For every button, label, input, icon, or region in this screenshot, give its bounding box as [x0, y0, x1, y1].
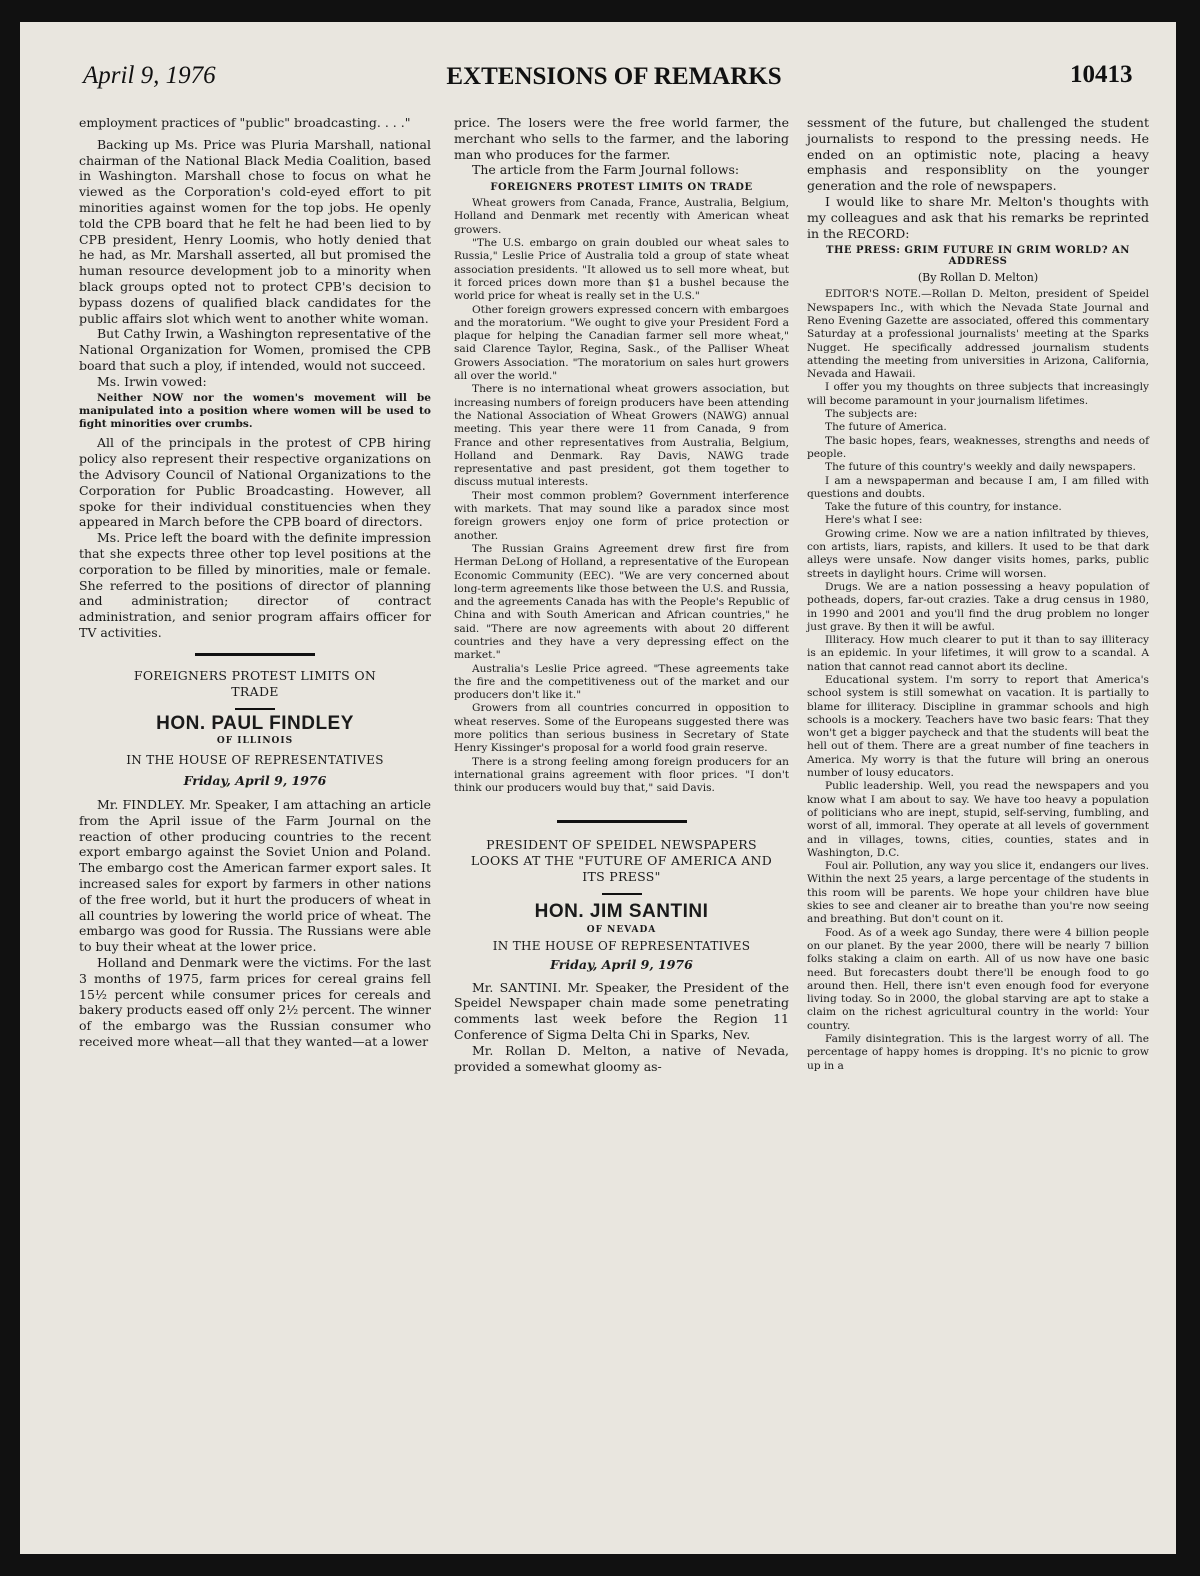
speaker-state: OF ILLINOIS	[216, 735, 294, 746]
paragraph: Their most common problem? Government interference with markets. That may sound like a paradox since most foreign growers enjoy one form of price protection or another.	[454, 489, 789, 542]
paragraph: The article from the Farm Journal follows:	[472, 162, 740, 178]
paragraph: Holland and Denmark were the victims. For the last 3 months of 1975, farm prices for cereal grains fell 15½ percent while consumer prices for cereals and bakery products eased off only 2½ percent. The winner of the embargo was the Russian consumer who received more wheat—all that they wanted—at a lower	[79, 954, 431, 1049]
paragraph: Growing crime. Now we are a nation infiltrated by thieves, con artists, liars, rapists, and killers. It used to be that dark alleys were unsafe. Now danger visits homes, parks, public streets in daylight hours. Crime will worsen.	[807, 527, 1149, 580]
speaker-state: OF NEVADA	[586, 924, 657, 935]
paragraph: price. The losers were the free world farmer, the merchant who sells to the farmer, and the laboring man who produces for the farmer.	[454, 115, 789, 162]
paragraph: Ms. Price left the board with the definite impression that she expects three other top level positions at the corporation to be filled by minorities, male or female. She referred to the positions of director of planning and administration; director of contract administration, and senior program affairs officer for TV activities.	[79, 530, 431, 640]
article-title: FOREIGNERS PROTEST LIMITS ON TRADE	[490, 182, 753, 194]
paragraph: Drugs. We are a nation possessing a heavy population of potheads, dopers, far-out crazies. Take a drug census in 1980, in 1990 and 2001 and you'll find the drug problem no longer just grave. By then it will be awful.	[807, 580, 1149, 633]
divider-rule	[557, 820, 687, 823]
paragraph: Other foreign growers expressed concern with embargoes and the moratorium. "We ought to give your President Ford a plaque for helping the Canadian farmer sell more wheat," said Clarence Taylor, Regina, Sask., of the Palliser Wheat Growers Association. "The moratorium on sales hurt growers all over the world."	[454, 303, 789, 383]
house-label: IN THE HOUSE OF REPRESENTATIVES	[492, 938, 751, 953]
header-title: EXTENSIONS OF REMARKS	[446, 63, 782, 90]
speaker-name: HON. PAUL FINDLEY	[156, 712, 354, 734]
divider-rule	[602, 893, 642, 895]
paragraph: Take the future of this country, for instance.	[825, 501, 1062, 514]
paragraph: Wheat growers from Canada, France, Australia, Belgium, Holland and Denmark met recently with American wheat growers.	[454, 197, 789, 236]
paragraph: But Cathy Irwin, a Washington representative of the National Organization for Women, promised the CPB board that such a ploy, if intended, would not succeed.	[79, 326, 431, 373]
paragraph: Ms. Irwin vowed:	[97, 373, 207, 389]
paragraph: I would like to share Mr. Melton's thoughts with my colleagues and ask that his remarks be reprinted in the RECORD:	[807, 193, 1149, 241]
column-3	[807, 115, 1149, 1073]
section-title: FOREIGNERS PROTEST LIMITS ON TRADE	[133, 667, 377, 699]
paragraph: Foul air. Pollution, any way you slice it, endangers our lives. Within the next 25 years, a large percentage of the students in this room will be parents. We hope your children have blue skies to see and cleaner air to breathe than you're now seeing and breathing. But don't count on it.	[807, 860, 1149, 926]
paragraph: Mr. SANTINI. Mr. Speaker, the President of the Speidel Newspaper chain made some penetrating comments last week before the Region 11 Conference of Sigma Delta Chi in Sparks, Nev.	[454, 979, 789, 1042]
paragraph: Australia's Leslie Price agreed. "These agreements take the fire and the competitiveness out of the market and our producers don't like it."	[454, 662, 789, 702]
paragraph: "The U.S. embargo on grain doubled our wheat sales to Russia," Leslie Price of Australia told a group of state wheat association presidents. "It allowed us to sell more wheat, but it forced prices down more than $1 a bushel because the world price for wheat is really set in the U.S."	[454, 237, 789, 303]
paragraph: I am a newspaperman and because I am, I am filled with questions and doubts.	[807, 474, 1149, 500]
column-1	[79, 115, 431, 1050]
paragraph: Mr. FINDLEY. Mr. Speaker, I am attaching an article from the April issue of the Farm Journal on the reaction of other producing countries to the recent export embargo against the Soviet Union and Poland. The embargo cost the American farmer export sales. It increased sales for export by farmers in other nations of the free world, but it hurt the producers of wheat in all countries by lowering the world price of wheat. The embargo was good for Russia. The Russians were able to buy their wheat at the lower price.	[79, 796, 431, 955]
paragraph: I offer you my thoughts on three subjects that increasingly will become paramount in your journalism lifetimes.	[807, 381, 1149, 407]
paragraph: There is a strong feeling among foreign producers for an international grains agreement with floor prices. "I don't think our producers would buy that," said Davis.	[454, 755, 789, 795]
paragraph: Educational system. I'm sorry to report that America's school system is still somewhat on vacation. It is partially to blame for illiteracy. Discipline in grammar schools and high schools is a mockery. Teachers have two basic fears: That they won't get a bigger paycheck and that the students will beat the hell out of them. There are a great number of fine teachers in America. My worry is that the future will bring an onerous number of lousy educators.	[807, 673, 1149, 780]
paragraph: Public leadership. Well, you read the newspapers and you know what I am about to say. We have too heavy a population of politicians who are inept, stupid, self-serving, fumbling, and worst of all, immoral. They operate at all levels of government and in villages, towns, cities, counties, states and in Washington, D.C.	[807, 780, 1149, 859]
paragraph: The future of this country's weekly and daily newspapers.	[825, 461, 1136, 474]
speaker-name: HON. JIM SANTINI	[534, 900, 709, 922]
block-quote: Neither NOW nor the women's movement will be manipulated into a position where women will be used to fight minorities over crumbs.	[79, 391, 431, 431]
paragraph: employment practices of "public" broadcasting. . . ."	[79, 115, 411, 130]
house-label: IN THE HOUSE OF REPRESENTATIVES	[126, 753, 384, 768]
paragraph: Growers from all countries concurred in opposition to wheat reserves. Some of the Europeans suggested there was more politics than serious business in Secretary of State Henry Kissinger's proposal for a world food grain reserve.	[454, 702, 789, 755]
header-date: April 9, 1976	[83, 62, 216, 89]
section-title: PRESIDENT OF SPEIDEL NEWSPAPERS LOOKS AT THE "FUTURE OF AMERICA AND ITS PRESS"	[470, 836, 773, 884]
paragraph: The future of America.	[825, 421, 947, 434]
paragraph: Illiteracy. How much clearer to put it than to say illiteracy is an epidemic. In your lifetimes, it will grow to a scandal. A nation that cannot read cannot abort its decline.	[807, 634, 1149, 673]
paragraph: Backing up Ms. Price was Pluria Marshall, national chairman of the National Black Media Coalition, based in Washington. Marshall chose to focus on what he viewed as the Corporation's cold-eyed effort to pit minorities against women for the top jobs. He openly told the CPB board that he felt he had been lied to by CPB president, Henry Loomis, who hotly denied that he had, as Mr. Marshall asserted, all but promised the human resource development job to a minority when black groups opted not to protect CPB's decision to bypass dozens of qualified black candidates for the public affairs slot which went to another white woman.	[79, 136, 431, 326]
paragraph: The basic hopes, fears, weaknesses, strengths and needs of people.	[807, 434, 1149, 460]
paragraph: The Russian Grains Agreement drew first fire from Herman DeLong of Holland, a representative of the European Economic Community (EEC). "We are very concerned about long-term agreements like those between the U.S. and Russia, and the agreements Canada has with the People's Republic of China and with South American and African countries," he said. "There are now agreements with about 20 different countries and they have a very depressing effect on the market."	[454, 542, 790, 662]
header-page-number: 10413	[1070, 61, 1133, 88]
session-date: Friday, April 9, 1976	[550, 956, 693, 972]
divider-rule	[195, 653, 315, 656]
paragraph: There is no international wheat growers association, but increasing numbers of foreign producers have been attending the National Association of Wheat Growers (NAWG) annual meeting. This year there were 11 from Canada, 9 from France and other representatives from Australia, Belgium, Holland and Denmark. Ray Davis, NAWG trade representative and past president, got them together to discuss mutual interests.	[454, 383, 789, 489]
newspaper-page	[20, 22, 1176, 1554]
paragraph: EDITOR'S NOTE.—Rollan D. Melton, president of Speidel Newspapers Inc., with which the Nevada State Journal and Reno Evening Gazette are associated, offered this commentary Saturday at a professional journalists' meeting at the Sparks Nugget. He specifically addressed journalism students attending the meeting from universities in Arizona, California, Nevada and Hawaii.	[807, 288, 1149, 381]
paragraph: Family disintegration. This is the largest worry of all. The percentage of happy homes is dropping. It's no picnic to grow up in a	[807, 1033, 1149, 1072]
paragraph: Mr. Rollan D. Melton, a native of Nevada, provided a somewhat gloomy as-	[454, 1042, 789, 1074]
paragraph: Food. As of a week ago Sunday, there were 4 billion people on our planet. By the year 2000, there will be nearly 7 billion folks staking a claim on earth. All of us now have one basic need. But forecasters doubt there'll be enough food to go around then. Hell, there isn't even enough food for everyone living today. So in 2000, the global starving are apt to stake a claim on the richest agricultural country in the world: Your country.	[807, 926, 1149, 1032]
byline: (By Rollan D. Melton)	[917, 271, 1039, 285]
paragraph: sessment of the future, but challenged the student journalists to respond to the pressing needs. He ended on an optimistic note, placing a heavy emphasis and responsiblity on the younger generation and the role of newspapers.	[807, 115, 1149, 194]
paragraph: Here's what I see:	[825, 514, 923, 527]
session-date: Friday, April 9, 1976	[183, 773, 327, 789]
divider-rule	[235, 708, 275, 710]
article-title: THE PRESS: GRIM FUTURE IN GRIM WORLD? AN ADDRESS	[826, 245, 1130, 268]
paragraph: All of the principals in the protest of CPB hiring policy also represent their respective organizations on the Advisory Council of National Organizations to the Corporation for Public Broadcasting. However, all spoke for their individual constituencies when they appeared in March before the CPB board of directors.	[79, 435, 431, 530]
paragraph: The subjects are:	[825, 408, 918, 421]
column-2	[454, 115, 789, 1074]
